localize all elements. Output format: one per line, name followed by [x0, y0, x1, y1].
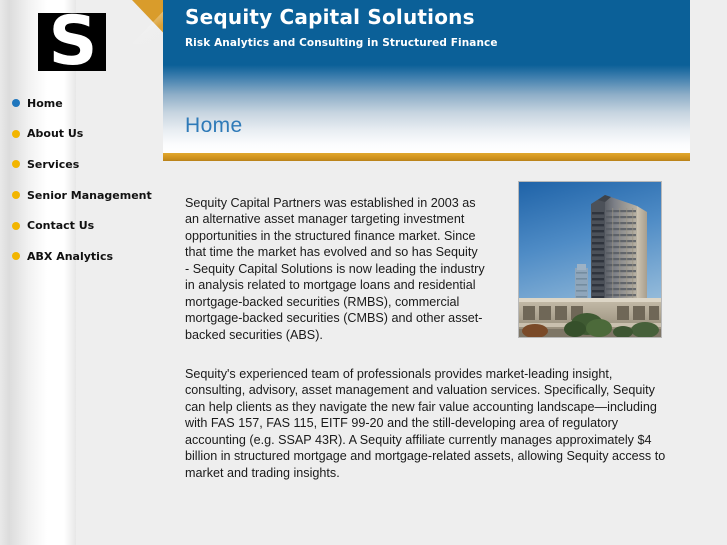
sidebar-item-contact-us[interactable]	[0, 210, 163, 241]
page-title-band	[163, 65, 690, 153]
left-edge-shading	[0, 0, 76, 545]
bullet-icon	[12, 160, 20, 168]
bullet-icon	[12, 99, 20, 107]
sidebar-item-senior-management[interactable]	[0, 180, 163, 211]
office-tower-photo	[518, 181, 662, 338]
sidebar-item-label: About Us	[27, 127, 84, 141]
services-paragraph: Sequity's experienced team of professionals provides market-leading insight, consulting, advisory, asset management and valuation services. Specifically, Sequity can help clients as they navigate the new fair value accounting landscape—including with FAS 157, FAS 115, EITF 99-20 and the still-developing area of regulatory accounting (e.g. SSAP 43R). A Sequity affiliate currently manages approximately $4 billion in structured mortgage and mortgage-related assets, allowing Sequity access to market and trading insights.	[185, 366, 666, 480]
sidebar-item-home[interactable]	[0, 88, 163, 119]
page-title: Home	[185, 114, 243, 137]
bullet-icon	[12, 191, 20, 199]
site-header	[163, 0, 690, 65]
sidebar-nav	[0, 88, 163, 272]
sidebar-item-label: Home	[27, 96, 63, 110]
sidebar-item-label: Senior Management	[27, 188, 152, 202]
intro-paragraph: Sequity Capital Partners was established in 2003 as an alternative asset manager targeting investment opportunities in the structured finance market. Since that time the market has evolved and so has Sequity - Sequity Capital Solutions is now leading the industry in analysis related to mortgage loans and residential mortgage-backed securities (RMBS), commercial mortgage-backed securities (CMBS) and other asset-backed securities (ABS).	[185, 195, 485, 342]
sidebar-item-services[interactable]	[0, 149, 163, 180]
bullet-icon	[12, 222, 20, 230]
sidebar-item-about-us[interactable]	[0, 119, 163, 150]
bullet-icon	[12, 252, 20, 260]
site-logo[interactable]	[38, 13, 106, 71]
site-tagline: Risk Analytics and Consulting in Structured Finance	[185, 37, 498, 49]
sidebar-item-label: Services	[27, 157, 80, 171]
logo-letter-s: S	[48, 13, 96, 71]
sidebar-item-abx-analytics[interactable]	[0, 241, 163, 272]
gold-divider	[163, 153, 690, 161]
sidebar-item-label: ABX Analytics	[27, 249, 114, 263]
site-title: Sequity Capital Solutions	[185, 5, 475, 29]
sidebar-item-label: Contact Us	[27, 219, 95, 233]
bullet-icon	[12, 130, 20, 138]
